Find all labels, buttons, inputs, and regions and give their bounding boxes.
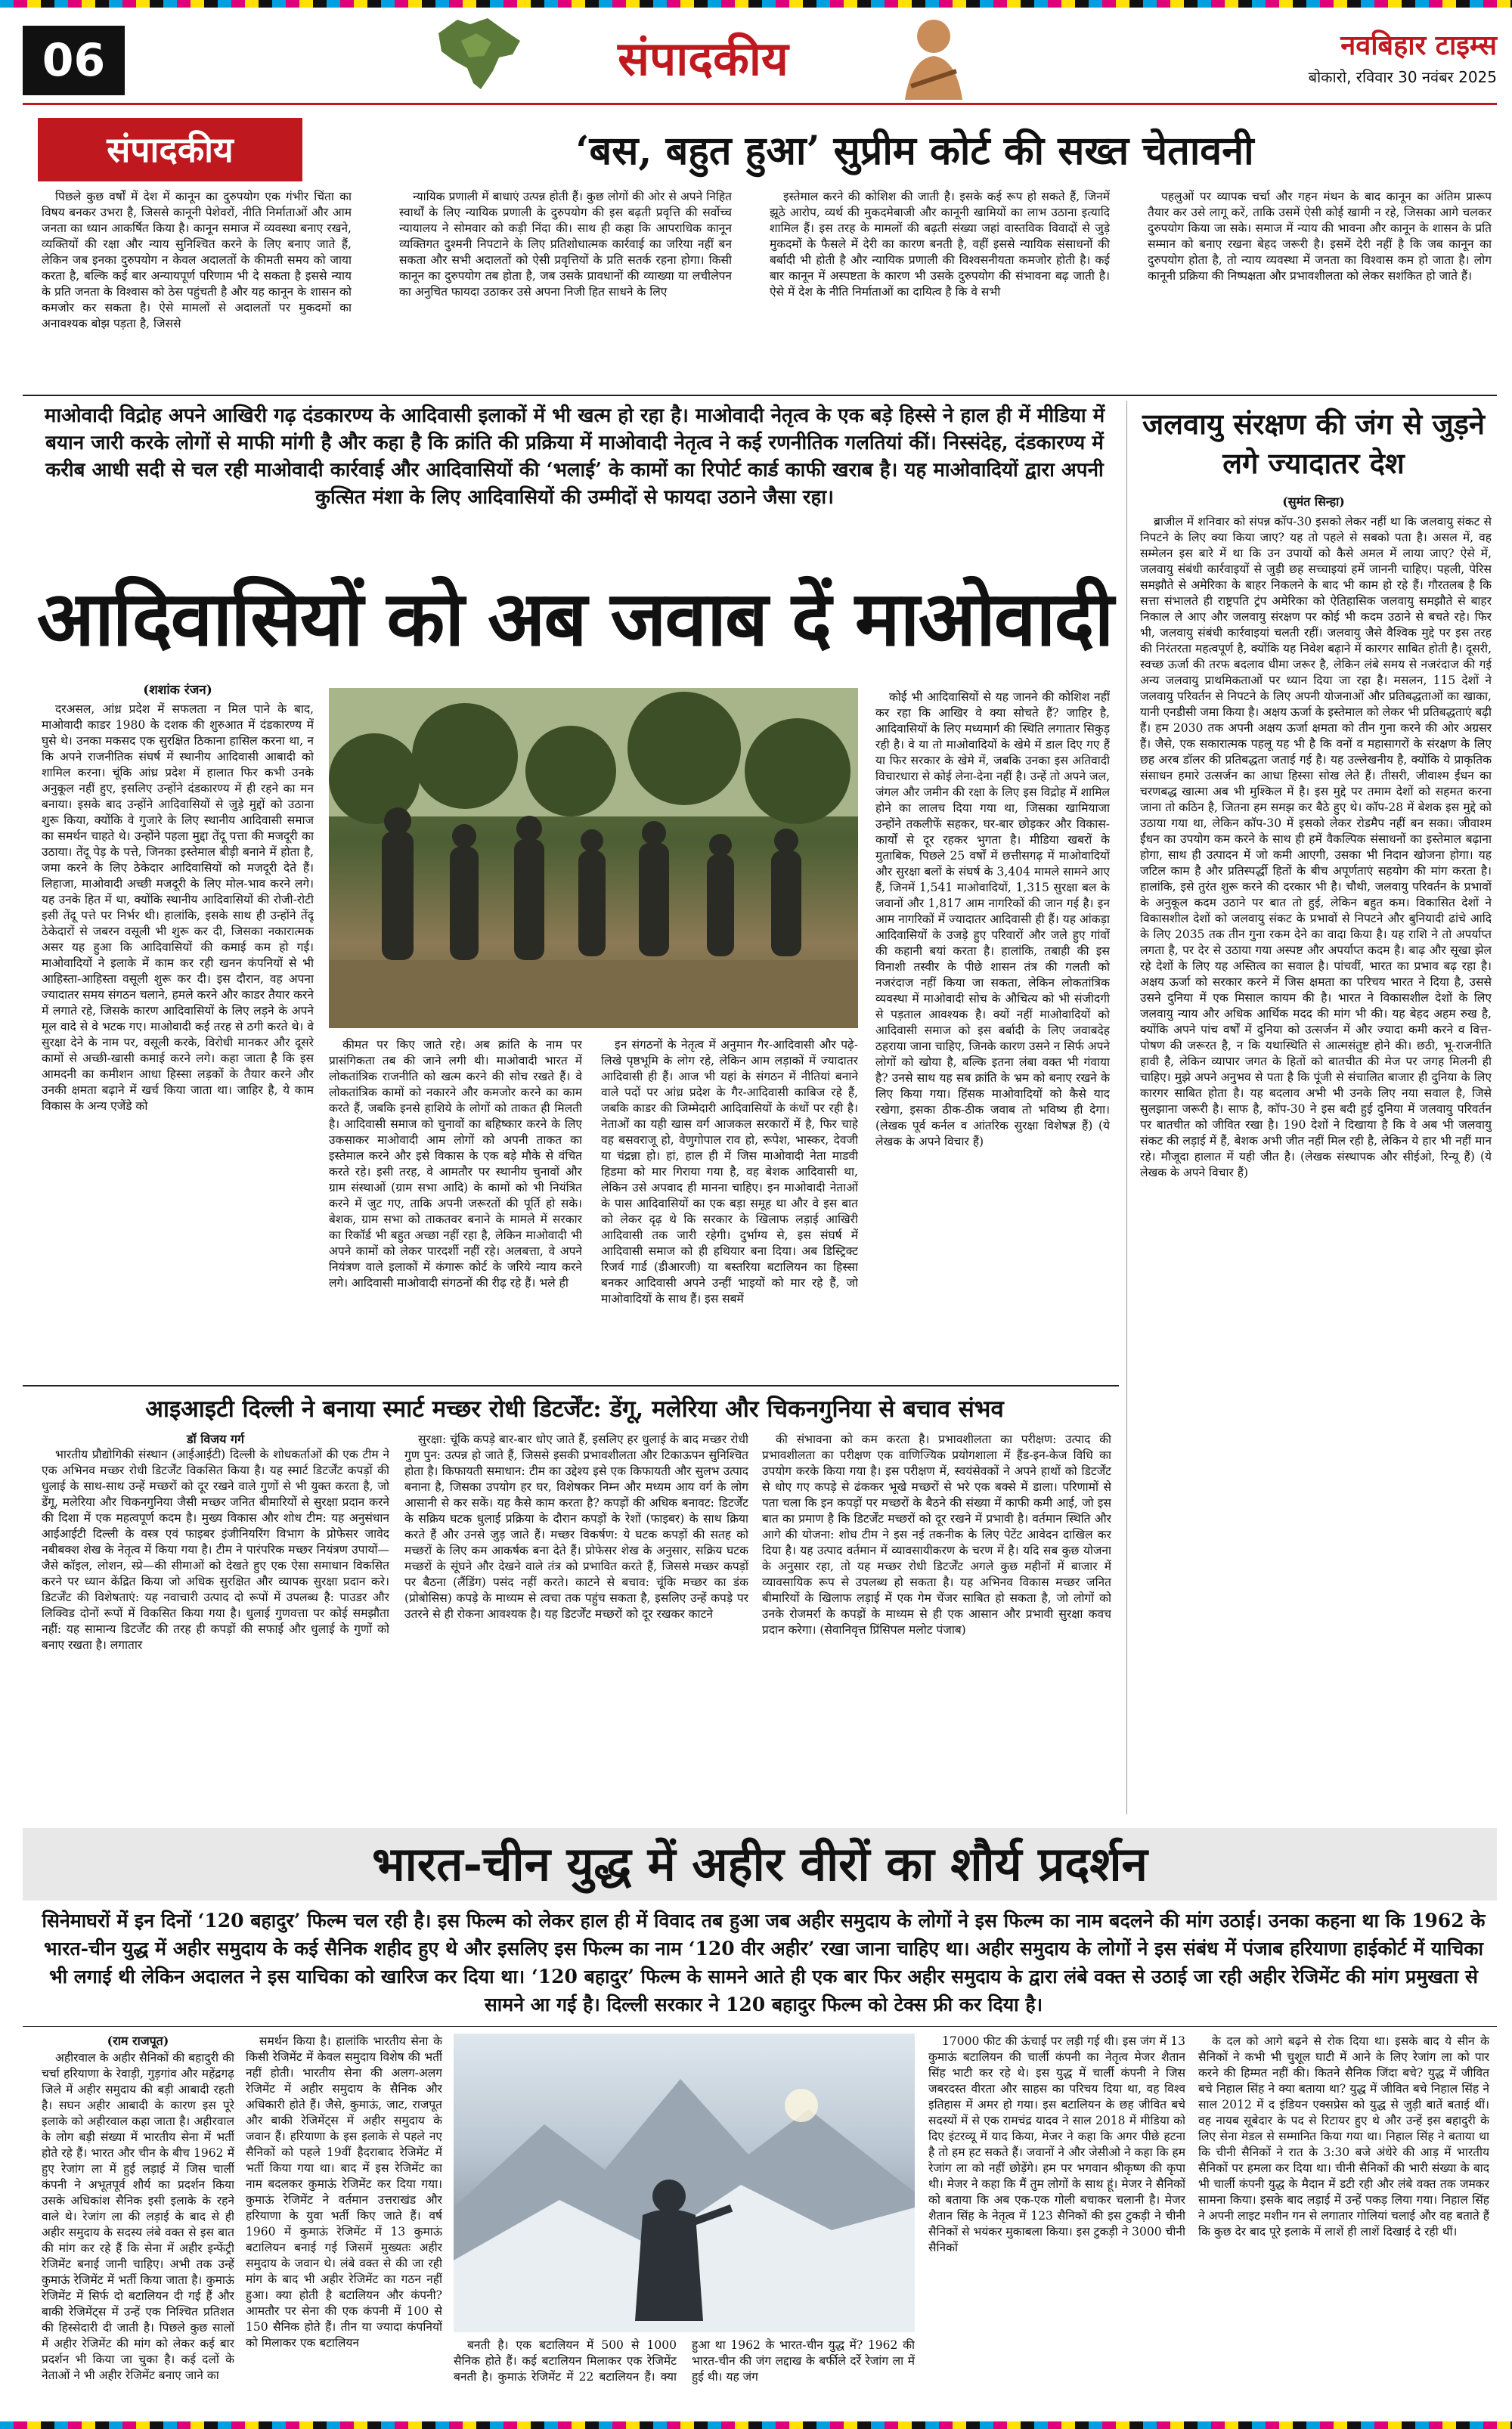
ahir-photo [454, 2034, 915, 2332]
climate-col-1 [1140, 514, 1492, 1813]
ahir-col-2 [246, 2034, 442, 2406]
paragraph: न्यायिक प्रणाली में बाधाएं उत्पन्न होती हैं। कुछ लोगों की ओर से अपने निहित स्वार्थों के लिए न्यायिक प्रणाली के दुरुपयोग की इस बढ़ती प्रवृत्ति की सर्वोच्च न्यायालय ने सोमवार को कड़ी निंदा की। साथ ही कहा कि आपराधिक कानून व्यक्तिगत दुश्मनी निपटाने के लिए प्रतिशोधात्मक कार्रवाई का जरिया नहीं बन सकता और सभी अदालतों को ऐसी प्रवृत्तियों के प्रति सतर्क रहना होगा। किसी कानून का दुरुपयोग तब होता है, जब उसके प्रावधानों की व्याख्या या लचीलेपन का अनुचित फायदा उठाकर उसे अपना निजी हित साधने के लिए [399, 190, 732, 299]
paragraph: समर्थन किया है। हालांकि भारतीय सेना के किसी रेजिमेंट में केवल समुदाय विशेष की भर्ती नहीं होती। भारतीय सेना की अलग-अलग रेजिमेंट में अहीर समुदाय के सैनिक और अधिकारी होते हैं। जैसे, कुमाऊं, जाट, राजपूत और बाकी रेजिमेंट्स में अहीर समुदाय के जवान हैं। हरियाणा के इस इलाके से पहले नए सैनिकों को पहले 19वीं हैदराबाद रेजिमेंट में भर्ती किया गया था। बाद में इस रेजिमेंट का नाम बदलकर कुमाऊं रेजिमेंट कर दिया गया। कुमाऊं रेजिमेंट ने वर्तमान उत्तराखंड और हरियाणा के युवा भर्ती किए जाते हैं। वर्ष 1960 में कुमाऊं रेजिमेंट में 13 कुमाऊं बटालियन बनाई गई जिसमें मुख्यतः अहीर समुदाय के जवान थे। लंबे वक्त से की जा रही मांग के बाद भी अहीर रेजिमेंट का गठन नहीं हुआ। क्या होती है बटालियन और कंपनी? आमतौर पर सेना की एक कंपनी में 100 से 150 सैनिक होते हैं। तीन या ज्यादा कंपनियों को मिलाकर एक बटालियन [246, 2034, 442, 2350]
maoist-col-2 [329, 1037, 582, 1377]
paragraph: की संभावना को कम करता है। प्रभावशीलता का परीक्षण: उत्पाद की प्रभावशीलता का परीक्षण एक वाणिज्यिक प्रयोगशाला में हैंड-इन-केज विधि का उपयोग करके किया गया है। इस परीक्षण में, स्वयंसेवकों ने अपने हाथों को डिटर्जेंट से धोए गए कपड़े से ढंककर भूखे मच्छरों से भरे एक बक्से में डाला। परिणामों से पता चला कि इन कपड़ों पर मच्छरों के बैठने की संख्या में काफी कमी आई, जो इस बात का प्रमाण है कि डिटर्जेंट मच्छरों को दूर रखने में प्रभावी है। वर्तमान स्थिति और आगे की योजना: शोध टीम ने इस नई तकनीक के लिए पेटेंट आवेदन दाखिल कर दिया है। यह उत्पाद वर्तमान में व्यावसायीकरण के चरण में है। यदि सब कुछ योजना के अनुसार रहा, तो यह मच्छर रोधी डिटर्जेंट अगले कुछ महीनों में बाजार में व्यावसायिक रूप से उपलब्ध हो सकता है। यह अभिनव विकास मच्छर जनित बीमारियों के खिलाफ लड़ाई में एक गेम चेंजर साबित हो सकता है, जो लोगों को उनके रोजमर्रा के कपड़ों के माध्यम से ही एक आसान और प्रभावी सुरक्षा कवच प्रदान करेगा। (सेवानिवृत्त प्रिंसिपल मलोट पंजाब) [762, 1433, 1111, 1637]
paragraph: कीमत पर किए जाते रहे। अब क्रांति के नाम पर प्रासंगिकता तब की जाने लगी थी। माओवादी भारत में लोकतांत्रिक राजनीति को खत्म करने की सोच रखते हैं। वे लोकतांत्रिक कामों को नकारने और कमजोर करने का काम करते हैं, जबकि इनसे हाशिये के लोगों को ताकत ही मिलती है। आदिवासी समाज को चुनावों का बहिष्कार करने के लिए उकसाकर माओवादी आम लोगों को अपनी ताकत का इस्तेमाल करने और इसे विकास के एक बड़े मौके से वंचित करते रहे। इसी तरह, वे आमतौर पर स्थानीय चुनावों और ग्राम संस्थाओं (ग्राम सभा आदि) के कामों को भी नियंत्रित करने में जुट गए, ताकि अपनी जरूरतों की पूर्ति हो सके। बेशक, ग्राम सभा को ताकतवर बनाने के मामले में सरकार का रिकॉर्ड भी बहुत अच्छा नहीं रहा है, लेकिन माओवादी भी अपने कामों को लेकर पारदर्शी नहीं रहे। अलबत्ता, वे अपने नियंत्रण वाले इलाकों में कंगारू कोर्ट के जरिये न्याय करने लगे। आदिवासी माओवादी संगठनों की रीढ़ रहे हैं। भले ही [329, 1038, 582, 1290]
paragraph: अहीरवाल के अहीर सैनिकों की बहादुरी की चर्चा हरियाणा के रेवाड़ी, गुड़गांव और महेंद्रगढ़ जिले में अहीर समुदाय की बड़ी आबादी रहती है। सघन अहीर आबादी के कारण इस पूरे इलाके को अहीरवाल कहा जाता है। अहीरवाल के लोग बड़ी संख्या में भारतीय सेना में भर्ती होते रहे हैं। भारत और चीन के बीच 1962 में हुए रेजांग ला में हुई लड़ाई में जिस चार्ली कंपनी ने अभूतपूर्व शौर्य का प्रदर्शन किया उसके अधिकांश सैनिक इसी इलाके के रहने वाले थे। रेजांग ला की लड़ाई के बाद से ही अहीर समुदाय के सदस्य लंबे वक्त से इस बात की मांग कर रहे हैं कि सेना में अहीर इन्फेंट्री रेजिमेंट बनाई जानी चाहिए। अभी तक उन्हें कुमाऊं रेजिमेंट में भर्ती किया जाता है। कुमाऊं रेजिमेंट में सिर्फ दो बटालियन दी गई हैं और बाकी रेजिमेंट्स में उन्हें एक निश्चित प्रतिशत की हिस्सेदारी दी जाती है। पिछले कुछ सालों में अहीर रेजिमेंट की मांग को लेकर कई बार प्रदर्शन भी किया जा चुका है। कई दलों के नेताओं ने भी अहीर रेजिमेंट बनाए जाने का [42, 2051, 234, 2382]
editorial-col-4 [1148, 189, 1492, 389]
iit-col-2 [404, 1432, 748, 1814]
paper-name: नवबिहार टाइम्स [1340, 29, 1497, 61]
climate-headline: जलवायु संरक्षण की जंग से जुड़ने लगे ज्यादातर देश [1142, 407, 1485, 480]
maoist-headline: आदिवासियों को अब जवाब दें माओवादी [36, 574, 1113, 663]
paragraph: ब्राजील में शनिवार को संपन्न कॉप-30 इसको लेकर नहीं था कि जलवायु संकट से निपटने के लिए क्या किया जाए? यह तो पहले से सबको पता है। असल में, वह सम्मेलन इस बारे में था कि उन उपायों को कैसे अमल में लाया जाए? ऐसे में, जलवायु संबंधी कार्रवाइयों से जुड़ी छह सच्चाइयां हमें जाननी चाहिए। पहली, पेरिस समझौते से अमेरिका के बाहर निकलने के बाद भी काम हो रहे हैं। गौरतलब है कि सत्ता संभालते ही राष्ट्रपति ट्रंप अमेरिका को ऐतिहासिक जलवायु समझौते से बाहर निकाल ले आए और जलवायु संरक्षण पर कोई भी कदम उठाने से बचते रहे। फिर भी, जलवायु संबंधी कार्रवाइयां चलती रहीं। जलवायु जैसे वैश्विक मुद्दे पर इस तरह की निरंतरता महत्वपूर्ण है, क्योंकि यह निवेश बढ़ाने में कारगर साबित होती है। दूसरी, स्वच्छ ऊर्जा की तरफ बदलाव धीमा जरूर है, लेकिन लंबे समय से नजरंदाज की गई अन्य जलवायु प्राथमिकताओं पर ध्यान दिया जा रहा है। मसलन, 115 देशों ने जलवायु परिवर्तन से निपटने के लिए अपनी योजनाओं और प्रतिबद्धताओं का खाका, यानी एनडीसी जमा किया है। अक्षय ऊर्जा के इस्तेमाल को लेकर भी प्रतिबद्धताएं बढ़ी हैं। हम 2030 तक अपनी अक्षय ऊर्जा क्षमता को तीन गुना करने की ओर अग्रसर हैं। जैसे, एक सकारात्मक पहलू यह भी है कि वनों व महासागरों के संरक्षण के लिए छह अरब डॉलर की प्रतिबद्धता जताई गई है। यह उल्लेखनीय है, क्योंकि ये प्राकृतिक संसाधन हमारे उत्सर्जन का आधा हिस्सा सोख लेते हैं। तीसरी, जीवाश्म ईंधन का चरणबद्ध खात्मा अब भी मुश्किल में है। इस मुद्दे पर तमाम देशों को सहमत करना जाना तो कठिन है, जितना हम समझ कर बैठे हुए थे। कॉप-28 में बेशक इस मुद्दे को उठाया गया था, लेकिन कॉप-30 में इसको लेकर रोडमैप नहीं बन सका। जीवाश्म ईंधन का उपयोग कम करने के साथ ही हमें वैकल्पिक संसाधनों का इस्तेमाल बढ़ाना होगा, साथ ही उत्पादन में जो कमी आएगी, उसका भी निदान खोजना होगा। यह जटिल काम है और प्रतिस्पर्द्धी हितों के बीच अपूर्णताएं सहयोग की मांग करता है। हालांकि, इसे तुरंत शुरू करने की दरकार भी है। चौथी, जलवायु परिवर्तन के प्रभावों के अनुकूल कदम उठाने पर बात तो हुई, लेकिन बहुत कम। विकासित देशों ने विकासशील देशों को जलवायु संकट के प्रभावों से निपटने और बुनियादी ढांचे आदि के लिए 2035 तक तीन गुना रकम देने का वादा किया है। यह राशि ने तो अपर्याप्त लगता है, पर देर से उठाया गया अस्पष्ट और अपर्याप्त कदम है। बाढ़ और सूखा झेल रहे देशों के लिए यह अस्तित्व का सवाल है। पांचवीं, भारत का प्रभाव बढ़ रहा है। अक्षय ऊर्जा को सरकार करने में जिस क्षमता का परिचय भारत ने दिया है, उससे उसने दुनिया में एक मिसाल कायम की है। भारत ने विकासशील देशों के लिए जलवायु न्याय और अधिक आर्थिक मदद की मांग भी की। यह बेहद अहम रुख है, क्योंकि अपने पांच वर्षों में दुनिया को उत्सर्जन में और ज्यादा कमी करने व वित्त-पोषण की जरूरत है, न कि यथास्थिति से आत्मसंतुष्ट होने की। छठी, भू-राजनीति हावी है, लेकिन व्यापार जगत के हितों को बातचीत की मेज पर जगह मिलनी ही चाहिए। मुझे अपने अनुभव से पता है कि पूंजी से संचालित बाजार ही दुनिया के लिए कारगर साबित होता है। यह बदलाव अभी भी उनके लिए नया सवाल है, जिसे सुलझाना जरूरी है। साफ है, कॉप-30 ने इस बदी हुई दुनिया में जलवायु परिवर्तन पर बातचीत को जीवित रखा है। 190 देशों ने दिखाया है कि वे अब भी जलवायु संकट की लड़ाई में हैं, बेशक अभी जीत नहीं मिल रही है, लेकिन ये हार भी नहीं मान रहे। मौजूदा हालात में यही जीत है। (लेखक संस्थापक और सीईओ, रिन्यू हैं) (ये लेखक के अपने विचार हैं) [1140, 515, 1492, 1179]
ahir-headline: भारत-चीन युद्ध में अहीर वीरों का शौर्य प्रदर्शन [372, 1836, 1148, 1891]
climate-byline: (सुमंत सिन्हा) [1282, 494, 1345, 509]
maoist-byline: (शशांक रंजन) [143, 683, 212, 698]
maoist-intro: माओवादी विद्रोह अपने आखिरी गढ़ दंडकारण्य के आदिवासी इलाकों में भी खत्म हो रहा है। माओवादी नेतृत्व के एक बड़े हिस्से ने हाल ही में मीडिया में बयान जारी करके लोगों से माफी मांगी है और कहा है कि क्रांति की प्रक्रिया में माओवादी नेतृत्व ने कई रणनीतिक गलतियां कीं। निस्संदेह, दंडकारण्य में करीब आधी सदी से चल रही माओवादी कार्रवाई और आदिवासियों की ‘भलाई’ के कामों का रिपोर्ट कार्ड काफी खराब है। यह माओवादियों द्वारा अपनी कुत्सित मंशा के लिए आदिवासियों की उम्मीदों से फायदा उठाने जैसा रहा। [44, 404, 1105, 509]
iit-byline: डॉ विजय गर्ग [186, 1432, 245, 1446]
ahir-byline: (राम राजपूत) [107, 2034, 169, 2048]
thinker-illustration [888, 11, 979, 100]
maoist-col-3 [601, 1037, 858, 1377]
editorial-col-3 [770, 189, 1110, 389]
india-map-illustration [423, 11, 529, 100]
editorial-label: संपादकीय [38, 118, 302, 181]
paragraph: दरअसल, आंध्र प्रदेश में सफलता न मिल पाने के बाद, माओवादी काडर 1980 के दशक की शुरुआत में दंडकारण्य में घुसे थे। उनका मकसद एक सुरक्षित ठिकाना हासिल करना था, न कि अपने राजनीतिक संघर्ष में स्थानीय आदिवासी आबादी को शामिल करना। चूंकि आंध्र प्रदेश में हालात फिर कभी उनके अनुकूल नहीं हुए, इसलिए उन्होंने दंडकारण्य में ही रहने का मन बनाया। इसके बाद उन्होंने आदिवासियों से जुड़े मुद्दों को उठाना शुरू किया, क्योंकि वे गुजारे के लिए स्थानीय आदिवासी समाज का समर्थन चाहते थे। उन्होंने पहला मुद्दा तेंदू पत्ता की मजदूरी का उठाया। तेंदू पेड़ के पत्ते, जिनका इस्तेमाल बीड़ी बनाने में होता है, जमा करने के लिए ठेकेदार आदिवासियों को मजदूरी देते हैं। लिहाजा, माओवादी अच्छी मजदूरी के लिए मोल-भाव करने लगे। यह उनके हित में था, क्योंकि स्थानीय आदिवासियों की रोजी-रोटी इसी तेंदू पत्ते पर निर्भर थी। हालांकि, इसके साथ ही उन्होंने तेंदू ठेकेदारों से जबरन वसूली भी शुरू कर दी, जिसका नकारात्मक असर यह हुआ कि आदिवासियों की कमाई कम हो गई। माओवादियों ने इलाके में काम कर रही खनन कंपनियों से भी आहिस्ता-आहिस्ता वसूली शुरू कर दी। इस दौरान, वह अपना ज्यादातर समय संगठन चलाने, हमले करने और काडर तैयार करने में लगाते रहे, जिसके कारण आदिवासियों के लिए लड़ने के अपने मूल वादे से वे भटक गए। माओवादी कई तरह से ठगी करते थे। वे सुरक्षा देने के नाम पर, वसूली करके, विरोधी मानकर और दूसरे कामों से अच्छी-खासी कमाई करने लगे। कहा जाता है कि इस आमदनी का कमीशन आधा हिस्सा लड़कों के तैयार करने और उनकी क्षमता बढ़ाने में खर्च किया जाता था। जाहिर है, ये काम विकास के अन्य एजेंडे को [42, 702, 314, 1113]
paragraph: इस्तेमाल करने की कोशिश की जाती है। इसके कई रूप हो सकते हैं, जिनमें झूठे आरोप, व्यर्थ की मुकदमेबाजी और कानूनी खामियों का लाभ उठाना इत्यादि शामिल हैं। इस तरह के मामलों की बढ़ती संख्या जहां वास्तविक विवादों से जुड़े मुकदमों के फैसले में देरी का कारण बनती है, वहीं इससे न्यायिक संसाधनों की बर्बादी भी होती है और न्यायिक प्रणाली की विश्वसनीयता कमजोर होती है। कई बार कानून में अस्पष्टता के कारण भी उसके दुरुपयोग की संभावना बढ़ जाती है। ऐसे में देश के नीति निर्माताओं का दायित्व है कि वे सभी [770, 190, 1110, 299]
maoist-col-4 [875, 689, 1110, 1377]
section-title: संपादकीय [618, 31, 789, 86]
ahir-col-4 [928, 2034, 1185, 2412]
paragraph: इन संगठनों के नेतृत्व में अनुमान गैर-आदिवासी और पढ़े-लिखे पृष्ठभूमि के लोग रहे, लेकिन आम लड़ाकों में ज्यादातर आदिवासी ही हैं। आज भी यहां के संगठन में नीतियां बनाने वाले पदों पर आंध्र प्रदेश के गैर-आदिवासी काबिज रहे हैं, जबकि काडर की जिम्मेदारी आदिवासियों के कंधों पर रही है। नेताओं का यही खास वर्ग आजकल सरकारों में है, फिर चाहे वह बसवराजू हो, वेणुगोपाल राव हो, रूपेश, भास्कर, देवजी या चंद्रन्ना हो। हां, हाल ही में जिस माओवादी नेता माडवी हिडमा को मार गिराया गया है, वह बेशक आदिवासी था, लेकिन उसे अपवाद ही मानना चाहिए। इन माओवादी नेताओं के पास आदिवासियों का एक बड़ा समूह था और वे इस बात को लेकर दृढ़ थे कि सरकार के खिलाफ लड़ाई आखिरी आदिवासी तक जारी रहेगी। दुर्भाग्य से, इस संघर्ष में आदिवासी समाज को ही हथियार बना दिया। अब डिस्ट्रिक्ट रिजर्व गार्ड (डीआरजी) या बस्तरिया बटालियन का हिस्सा बनकर आदिवासी अपने उन्हीं भाइयों को मार रहे हैं, जो माओवादियों के साथ हैं। इस सबमें [601, 1038, 858, 1306]
editorial-bottom-rule [23, 395, 1497, 396]
page-number: 06 [23, 26, 125, 95]
mid-rule [23, 1385, 1119, 1386]
paragraph: 17000 फीट की ऊंचाई पर लड़ी गई थी। इस जंग में 13 कुमाऊं बटालियन की चार्ली कंपनी का नेतृत्व मेजर शैतान सिंह भाटी कर रहे थे। इस युद्ध में चार्ली कंपनी ने जिस जबरदस्त वीरता और साहस का परिचय दिया था, वह विश्व इतिहास में अमर हो गया। इस बटालियन के छह जीवित बचे सदस्यों में से एक रामचंद्र यादव ने साल 2018 में मीडिया को दिए इंटरव्यू में याद किया, मेजर ने कहा कि अगर पीछे हटना है तो हम हट सकते हैं। जवानों ने और जेसीओ ने कहा कि हम रेजांग ला को नहीं छोड़ेंगे। हम पर भगवान श्रीकृष्ण की कृपा थी। मेजर ने कहा कि मैं तुम लोगों के साथ हूं। मेजर ने सैनिकों को बताया कि अब एक-एक गोली बचाकर चलानी है। मेजर शैतान सिंह के नेतृत्व में 123 सैनिकों की इस टुकड़ी ने चीनी सैनिकों से भयंकर मुकाबला किया। इस टुकड़ी ने 3000 चीनी सैनिकों [928, 2034, 1185, 2254]
bottom-color-bar [0, 2421, 1512, 2429]
ahir-col-5 [1198, 2034, 1489, 2412]
iit-headline: आइआइटी दिल्ली ने बनाया स्मार्ट मच्छर रोधी डिटर्जेंट: डेंगू, मलेरिया और चिकनगुनिया से बचाव संभव [145, 1396, 1004, 1423]
ahir-intro: सिनेमाघरों में इन दिनों ‘120 बहादुर’ फिल्म चल रही है। इस फिल्म को लेकर हाल ही में विवाद तब हुआ जब अहीर समुदाय के लोगों ने इस फिल्म का नाम बदलने की मांग उठाई। उनका कहना था कि 1962 के भारत-चीन युद्ध में अहीर समुदाय के कई सैनिक शहीद हुए थे और इसलिए इस फिल्म का नाम ‘120 वीर अहीर’ रखा जाना चाहिए था। अहीर समुदाय के लोगों ने इस संबंध में पंजाब हरियाणा हाईकोर्ट में याचिका भी लगाई थी लेकिन अदालत ने इस याचिका को खारिज कर दिया था। ‘120 बहादुर’ फिल्म के सामने आते ही एक बार फिर अहीर समुदाय के द्वारा लंबे वक्त से उठाई जा रही अहीर रेजिमेंट की मांग प्रमुखता से सामने आ गई है। दिल्ली सरकार ने 120 बहादुर फिल्म को टेक्स फ्री कर दिया है। [42, 1910, 1486, 2015]
paragraph: बनती है। एक बटालियन में 500 से 1000 सैनिक होते हैं। कई बटालियन मिलाकर एक रेजिमेंट बनती है। कुमाऊं रेजिमेंट में 22 बटालियन हैं। क्या हुआ था 1962 के भारत-चीन युद्ध में? 1962 की भारत-चीन की जंग लद्दाख के बर्फीले दर्रे रेजांग ला में हुई थी। यह जंग [454, 2338, 915, 2384]
column-rule [1126, 401, 1127, 1814]
paragraph: के दल को आगे बढ़ने से रोक दिया था। इसके बाद ये सीन के सैनिकों ने कभी भी चुशूल घाटी में आने के लिए रेजांग ला को पार करने की हिम्मत नहीं की। कितने सैनिक जिंदा बचे? युद्ध में जीवित बचे निहाल सिंह ने क्या बताया था? युद्ध में जीवित बचे निहाल सिंह ने साल 2012 में द इंडियन एक्सप्रेस को युद्ध से जुड़ी बातें बताई थीं। वह नायब सूबेदार के पद से रिटायर हुए थे और उन्हें इस बहादुरी के लिए सेना मेडल से सम्मानित किया गया था। निहाल सिंह ने बताया था कि चीनी सैनिकों ने रात के 3:30 बजे अंधेरे की आड़ में भारतीय सैनिकों पर हमला कर दिया था। चीनी सैनिकों की भारी संख्या के बाद भी चार्ली कंपनी युद्ध के मैदान में डटी रही और लंबे वक्त तक जमकर सामना किया। इसके बाद लड़ाई में उन्हें पकड़ लिया गया। निहाल सिंह ने अपनी लाइट मशीन गन से लगातार गोलियां चलाई और वह बताते हैं कि कुछ देर बाद पूरे इलाके में लाशें ही लाशें दिखाई दे रही थीं। [1198, 2034, 1489, 2238]
editorial-col-2 [399, 189, 732, 389]
maoist-col-1 [42, 702, 314, 1377]
iit-col-1 [42, 1447, 389, 1814]
paragraph: सुरक्षा: चूंकि कपड़े बार-बार धोए जाते हैं, इसलिए हर धुलाई के बाद मच्छर रोधी गुण पुन: उत्पन्न हो जाते हैं, जिससे इसकी प्रभावशीलता और टिकाऊपन सुनिश्चित होता है। किफायती समाधान: टीम का उद्देश्य इसे एक किफायती और सुलभ उत्पाद बनाना है, जिसका उपयोग हर घर, विशेषकर निम्न और मध्यम आय वर्ग के लोग आसानी से कर सकें। यह कैसे काम करता है? कपड़ों की अधिक बनावट: डिटर्जेंट के सक्रिय घटक धुलाई प्रक्रिया के दौरान कपड़ों के रेशों (फाइबर) के साथ क्रिया करते हैं और उनसे जुड़ जाते हैं। मच्छर विकर्षण: ये घटक कपड़ों की सतह को मच्छरों के लिए कम आकर्षक बना देते हैं। प्रोफेसर शेख के अनुसार, सक्रिय घटक मच्छरों के सूंघने और देखने वाले तंत्र को प्रभावित करते हैं, जिससे मच्छर कपड़ों पर बैठना (लैंडिंग) पसंद नहीं करते। काटने से बचाव: चूंकि मच्छर का डंक (प्रोबोसिस) कपड़े के माध्यम से त्वचा तक पहुंच सकता है, इसलिए उन्हें कपड़े पर उतरने से ही रोकना आवश्यक है। यह डिटर्जेंट मच्छरों को दूर रखकर काटने [404, 1433, 748, 1621]
top-color-bar [0, 0, 1512, 8]
dateline: बोकारो, रविवार 30 नवंबर 2025 [1308, 68, 1497, 86]
masthead [0, 0, 1512, 106]
paragraph: पहलुओं पर व्यापक चर्चा और गहन मंथन के बाद कानून का अंतिम प्रारूप तैयार कर उसे लागू करें, ताकि उसमें ऐसी कोई खामी न रहे, जिसका आगे चलकर दुरुपयोग किया जा सके। समाज में न्याय की भावना और कानून के शासन के प्रति सम्मान को बनाए रखना बेहद जरूरी है। इसमें देरी नहीं है कि जब कानून का दुरुपयोग होता है, तो न्याय व्यवस्था में जनता का विश्वास कम हो जाता है। लोग कानूनी प्रक्रिया की निष्पक्षता और प्रभावशीलता को लेकर सशंकित हो जाते हैं। [1148, 190, 1492, 283]
paragraph: भारतीय प्रौद्योगिकी संस्थान (आईआईटी) दिल्ली के शोधकर्ताओं की एक टीम ने एक अभिनव मच्छर रोधी डिटर्जेंट विकसित किया है। यह स्मार्ट डिटर्जेंट कपड़ों की धुलाई के साथ-साथ उन्हें मच्छरों को दूर रखने वाले गुणों से भी युक्त करता है, जो डेंगू, मलेरिया और चिकनगुनिया जैसी मच्छर जनित बीमारियों से सुरक्षा प्रदान करने की दिशा में एक महत्वपूर्ण कदम है। मुख्य विकास और शोध टीम: यह अनुसंधान आईआईटी दिल्ली के वस्त्र एवं फाइबर इंजीनियरिंग विभाग के प्रोफेसर जावेद नबीबक्श शेख के नेतृत्व में किया गया है। टीम ने पारंपरिक मच्छर नियंत्रण उपायों—जैसे कॉइल, लोशन, स्प्रे—की सीमाओं को देखते हुए एक ऐसा समाधान विकसित करने पर ध्यान केंद्रित किया जो अधिक सुरक्षित और व्यापक सुरक्षा प्रदान करे। डिटर्जेंट की विशेषताएं: यह नवाचारी उत्पाद दो रूपों में उपलब्ध है: पाउडर और लिक्विड दोनों रूपों में विकसित किया गया है। धुलाई गुणवत्ता पर कोई समझौता नहीं: यह सामान्य डिटर्जेंट की तरह ही कपड़ों की सफाई और धुलाई के गुणों को बनाए रखता है। लगातार [42, 1448, 389, 1652]
ahir-col-1 [42, 2050, 234, 2406]
editorial-col-1 [42, 189, 352, 389]
ahir-rule [23, 2026, 1497, 2027]
iit-col-3 [762, 1432, 1111, 1814]
masthead-rule [23, 103, 1497, 105]
maoist-photo [329, 688, 858, 1028]
editorial-headline: ‘बस, बहुत हुआ’ सुप्रीम कोर्ट की सख्त चेतावनी [575, 128, 1254, 174]
ahir-col-3 [454, 2338, 915, 2413]
paragraph: पिछले कुछ वर्षों में देश में कानून का दुरुपयोग एक गंभीर चिंता का विषय बनकर उभरा है, जिससे कानूनी पेशेवरों, नीति निर्माताओं और आम जनता का ध्यान आकर्षित किया है। कानून समाज में व्यवस्था बनाए रखने, व्यक्तियों की रक्षा और न्याय सुनिश्चित करने के लिए बनाए जाते हैं, लेकिन जब इनका दुरुपयोग न केवल अदालतों के कीमती समय को जाया करता है, बल्कि कई बार अन्यायपूर्ण परिणाम भी दे सकता है इससे न्याय के प्रति जनता के विश्वास को ठेस पहुंचती है और यह कानून के शासन को कमजोर कर सकता है। ऐसे मामलों से अदालतों पर मुकदमों का अनावश्यक बोझ पड़ता है, जिससे [42, 190, 352, 330]
paragraph: कोई भी आदिवासियों से यह जानने की कोशिश नहीं कर रहा कि आखिर वे क्या सोचते हैं? जाहिर है, आदिवासियों के लिए मध्यमार्ग की स्थिति लगातार सिकुड़ रही है। वे या तो माओवादियों के खेमे में डाल दिए गए हैं या फिर सरकार के खेमे में, जबकि उनका इस अतिवादी विचारधारा से कोई लेना-देना नहीं है। उन्हें तो अपने जल, जंगल और जमीन की रक्षा के लिए इस विद्रोह में शामिल होने का लालच दिया गया था, जिसका खामियाजा उन्होंने तकलीफें सहकर, घर-बार छोड़कर और विकास-कार्यों से दूर रहकर भुगता है। मीडिया खबरों के मुताबिक, पिछले 25 वर्षों में छत्तीसगढ़ में माओवादियों और सुरक्षा बलों के संघर्ष के 3,404 मामले सामने आए हैं, जिनमें 1,541 माओवादियों, 1,315 सुरक्षा बल के जवानों और 1,817 आम नागरिकों की जान गई है। इन आम नागरिकों में ज्यादातर आदिवासी ही हैं। यह आंकड़ा आदिवासियों के उजड़े हुए परिवारों और जले हुए गांवों की कहानी बयां करता है। हालांकि, तबाही की इस विनाशी तस्वीर के पीछे शासन तंत्र की गलती को नजरंदाज नहीं किया जा सकता, लेकिन लोकतांत्रिक व्यवस्था में माओवादी सोच के औचित्य को भी संजीदगी से पड़ताल आवश्यक है। क्यों नहीं माओवादियों को आदिवासी समाज को इस बर्बादी के लिए जवाबदेह ठहराया जाना चाहिए, जिनके कारण उसने न सिर्फ अपने लोगों को खोया है, बल्कि इतना लंबा वक्त भी गंवाया है? उनसे साथ यह सब क्रांति के भ्रम को बनाए रखने के लिए किया गया। हिंसक माओवादियों को कैसे याद रखेगा, इसका ठीक-ठीक जवाब तो भविष्य ही देगा। (लेखक पूर्व कर्नल व आंतरिक सुरक्षा विशेषज्ञ हैं) (ये लेखक के अपने विचार हैं) [875, 690, 1110, 1148]
